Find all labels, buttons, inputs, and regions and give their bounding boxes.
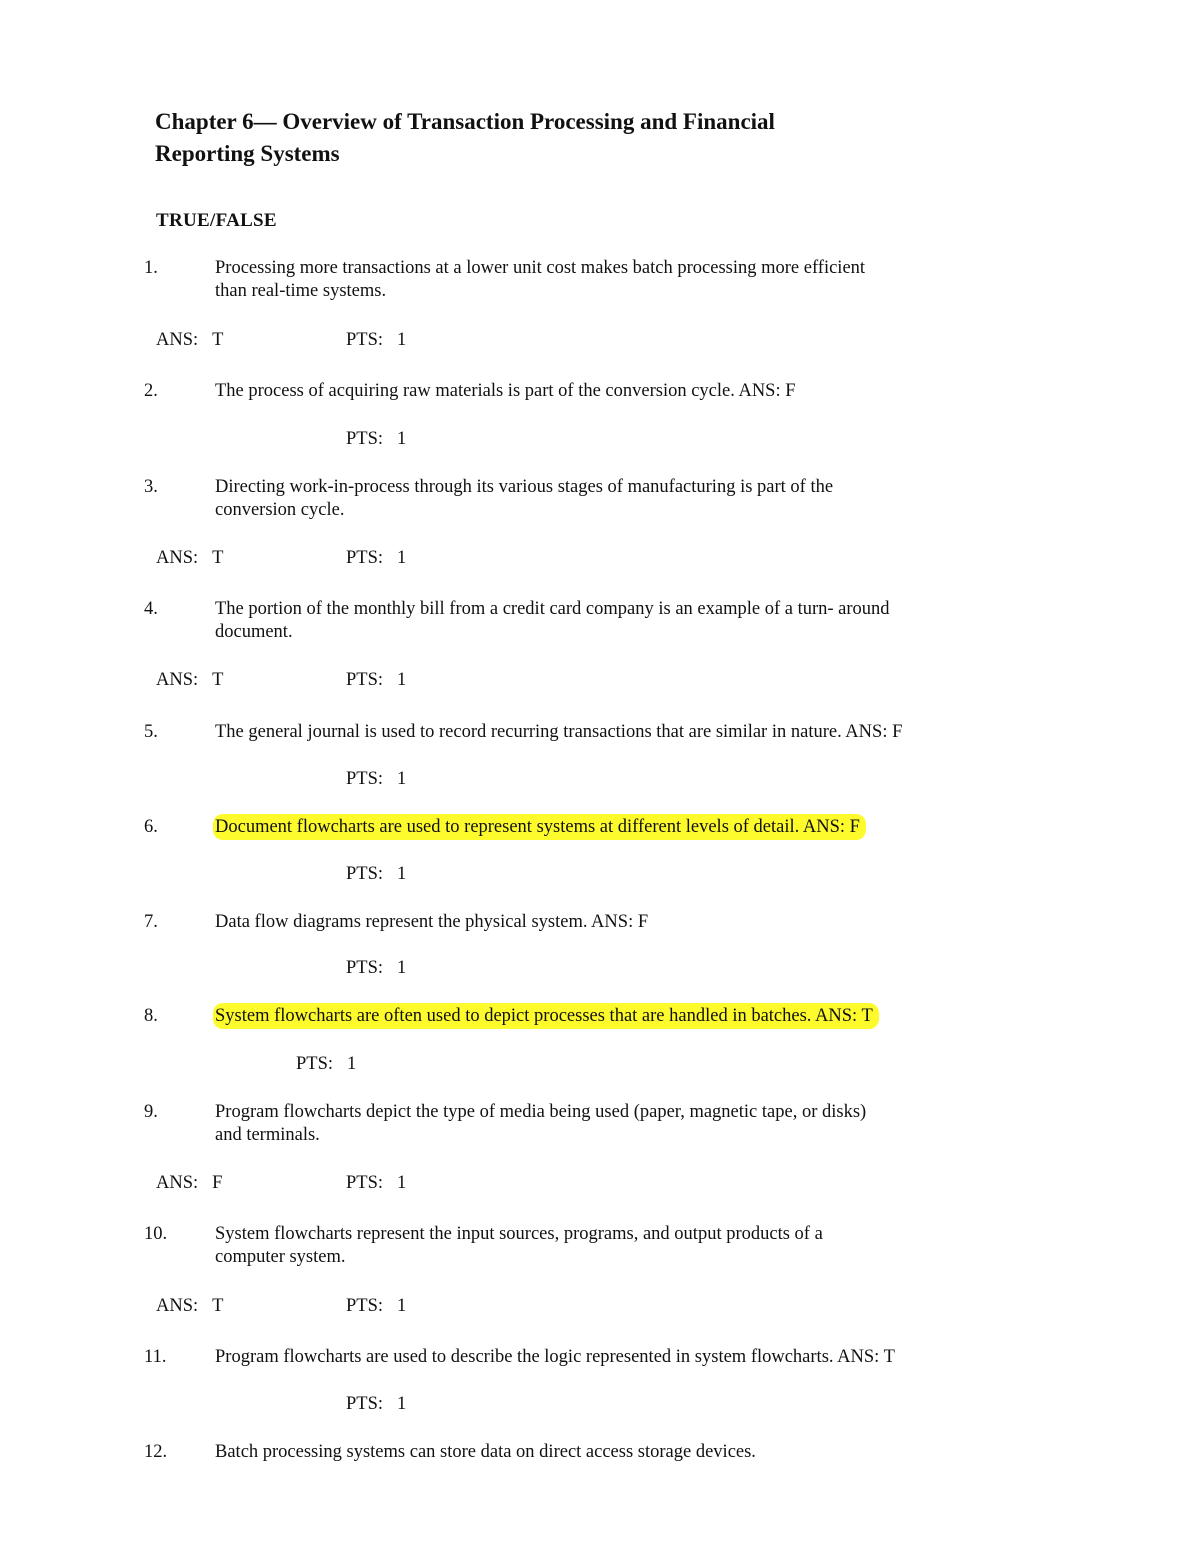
question-line: Data flow diagrams represent the physical system. ANS: F: [215, 912, 649, 932]
question-line: conversion cycle.: [215, 500, 345, 520]
answer: [156, 547, 223, 570]
answer: [156, 329, 223, 352]
question-number: 4.: [144, 599, 158, 619]
question-line: Program flowcharts depict the type of media being used (paper, magnetic tape, or disks): [215, 1102, 867, 1122]
points-label: PTS:: [346, 958, 384, 978]
question-line: Processing more transactions at a lower unit cost makes batch processing more efficient: [215, 258, 866, 278]
points-value: 1: [397, 1296, 407, 1316]
answer-value: F: [212, 1173, 223, 1193]
question-text: [215, 257, 1035, 303]
points-value: 1: [397, 1394, 407, 1414]
points-label: PTS:: [296, 1054, 334, 1074]
points: [346, 547, 406, 570]
points-value: 1: [397, 548, 407, 568]
answer: [156, 1172, 222, 1195]
points-value: 1: [347, 1054, 357, 1074]
question-text: [215, 1101, 1035, 1147]
question-text: [215, 476, 1035, 522]
points-label: PTS:: [346, 864, 384, 884]
question-line: Batch processing systems can store data on direct access storage devices.: [215, 1442, 756, 1462]
question-text: [215, 1005, 1035, 1028]
question-text: [215, 816, 1035, 839]
question-number: 11.: [144, 1347, 167, 1367]
question-text: [215, 911, 1035, 934]
points: [346, 957, 406, 980]
points-label: PTS:: [346, 1173, 384, 1193]
points-value: 1: [397, 670, 407, 690]
question-number: 10.: [144, 1224, 168, 1244]
question-number: 7.: [144, 912, 158, 932]
points-label: PTS:: [346, 670, 384, 690]
points: [346, 1393, 406, 1416]
question-number: 5.: [144, 722, 158, 742]
question-text: [215, 1346, 1035, 1369]
question-line: Directing work-in-process through its various stages of manufacturing is part of the: [215, 477, 834, 497]
answer: [156, 669, 223, 692]
answer: [156, 1295, 223, 1318]
document-title: [155, 106, 915, 170]
points-value: 1: [397, 1173, 407, 1193]
question-number: 8.: [144, 1006, 158, 1026]
points-label: PTS:: [346, 330, 384, 350]
points-value: 1: [397, 769, 407, 789]
points-label: PTS:: [346, 429, 384, 449]
points-value: 1: [397, 429, 407, 449]
question-line: The general journal is used to record recurring transactions that are similar in nature. ANS: F: [215, 722, 903, 742]
section-heading: TRUE/FALSE: [156, 210, 277, 231]
question-line: computer system.: [215, 1247, 346, 1267]
answer-value: T: [212, 548, 224, 568]
question-number: 3.: [144, 477, 158, 497]
question-line: Program flowcharts are used to describe the logic represented in system flowcharts. ANS: T: [215, 1347, 895, 1367]
question-number: 12.: [144, 1442, 168, 1462]
answer-label: ANS:: [156, 330, 199, 350]
points: [346, 329, 406, 352]
points: [346, 669, 406, 692]
question-number: 2.: [144, 381, 158, 401]
answer-label: ANS:: [156, 548, 199, 568]
question-line: The process of acquiring raw materials is part of the conversion cycle. ANS: F: [215, 381, 796, 401]
question-number: 9.: [144, 1102, 158, 1122]
question-line: System flowcharts represent the input sources, programs, and output products of a: [215, 1224, 823, 1244]
question-line: document.: [215, 622, 293, 642]
answer-value: T: [212, 1296, 224, 1316]
points-value: 1: [397, 864, 407, 884]
points: [346, 428, 406, 451]
points-label: PTS:: [346, 769, 384, 789]
question-text: [215, 380, 1035, 403]
points-label: PTS:: [346, 1296, 384, 1316]
points-label: PTS:: [346, 548, 384, 568]
points: [346, 1295, 406, 1318]
answer-label: ANS:: [156, 1296, 199, 1316]
highlighted-text: System flowcharts are often used to depict processes that are handled in batches. ANS: T: [213, 1003, 879, 1029]
question-text: [215, 1441, 1035, 1464]
question-number: 1.: [144, 258, 158, 278]
question-number: 6.: [144, 817, 158, 837]
answer-label: ANS:: [156, 1173, 199, 1193]
points-value: 1: [397, 330, 407, 350]
title-line-1: Chapter 6— Overview of Transaction Processing and Financial: [155, 109, 775, 134]
points-label: PTS:: [346, 1394, 384, 1414]
title-line-2: Reporting Systems: [155, 141, 340, 166]
answer-value: T: [212, 670, 224, 690]
points-value: 1: [397, 958, 407, 978]
question-text: [215, 1223, 1035, 1269]
points: [346, 1172, 406, 1195]
answer-value: T: [212, 330, 224, 350]
answer-label: ANS:: [156, 670, 199, 690]
points: [296, 1053, 356, 1076]
question-text: [215, 721, 1035, 744]
highlighted-text: Document flowcharts are used to represent systems at different levels of detail. ANS: F: [213, 814, 866, 840]
question-line: The portion of the monthly bill from a credit card company is an example of a turn- around: [215, 599, 890, 619]
points: [346, 768, 406, 791]
question-line-wrap: [215, 1005, 1035, 1028]
question-line: than real-time systems.: [215, 281, 387, 301]
question-line-wrap: [215, 816, 1035, 839]
question-line: and terminals.: [215, 1125, 320, 1145]
points: [346, 863, 406, 886]
question-text: [215, 598, 1035, 644]
